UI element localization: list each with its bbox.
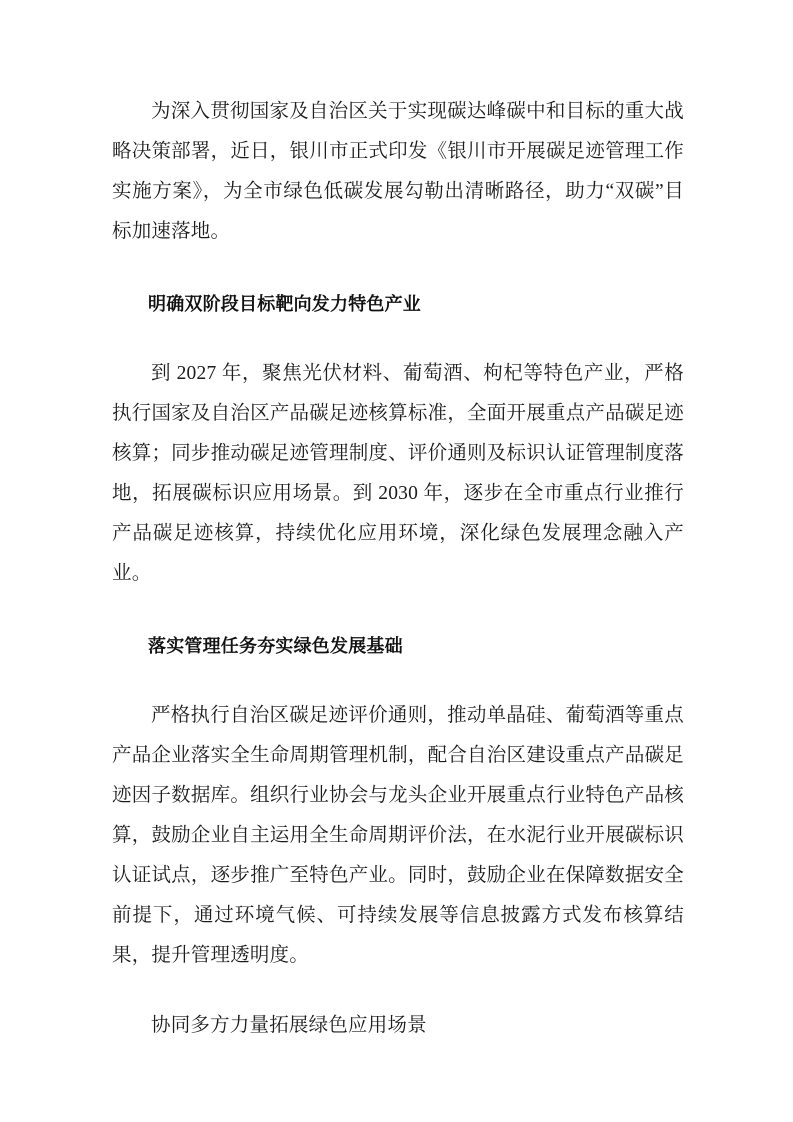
section-heading-1: 明确双阶段目标靶向发力特色产业 [148,294,421,314]
section-heading-2: 落实管理任务夯实绿色发展基础 [148,636,403,656]
section-1-paragraph: 到 2027 年，聚焦光伏材料、葡萄酒、枸杞等特色产业，严格执行国家及自治区产品碳足迹核算标准，全面开展重点产品碳足迹核算；同步推动碳足迹管理制度、评价通则及标识认证管理制度落地，拓展碳标识应用场景。到 2030 年，逐步在全市重点行业推行产品碳足迹核算，持续优化应用环境，深化绿色发展理念融入产业。 [112,363,684,584]
section-2-paragraph: 严格执行自治区碳足迹评价通则，推动单晶硅、葡萄酒等重点产品企业落实全生命周期管理机制，配合自治区建设重点产品碳足迹因子数据库。组织行业协会与龙头企业开展重点行业特色产品核算，鼓励企业自主运用全生命周期评价法，在水泥行业开展碳标识认证试点，逐步推广至特色产业。同时，鼓励企业在保障数据安全前提下，通过环境气候、可持续发展等信息披露方式发布核算结果，提升管理透明度。 [112,705,684,966]
spacer [112,324,684,354]
intro-paragraph: 为深入贯彻国家及自治区关于实现碳达峰碳中和目标的重大战略决策部署，近日，银川市正式印发《银川市开展碳足迹管理工作实施方案》，为全市绿色低碳发展勾勒出清晰路径，助力“双碳”目标加速落地。 [112,101,684,242]
spacer [112,666,684,696]
spacer [112,976,684,1006]
spacer [112,252,684,284]
section-heading-3: 协同多方力量拓展绿色应用场景 [151,1015,427,1036]
spacer [112,594,684,626]
document-body [112,92,684,1046]
